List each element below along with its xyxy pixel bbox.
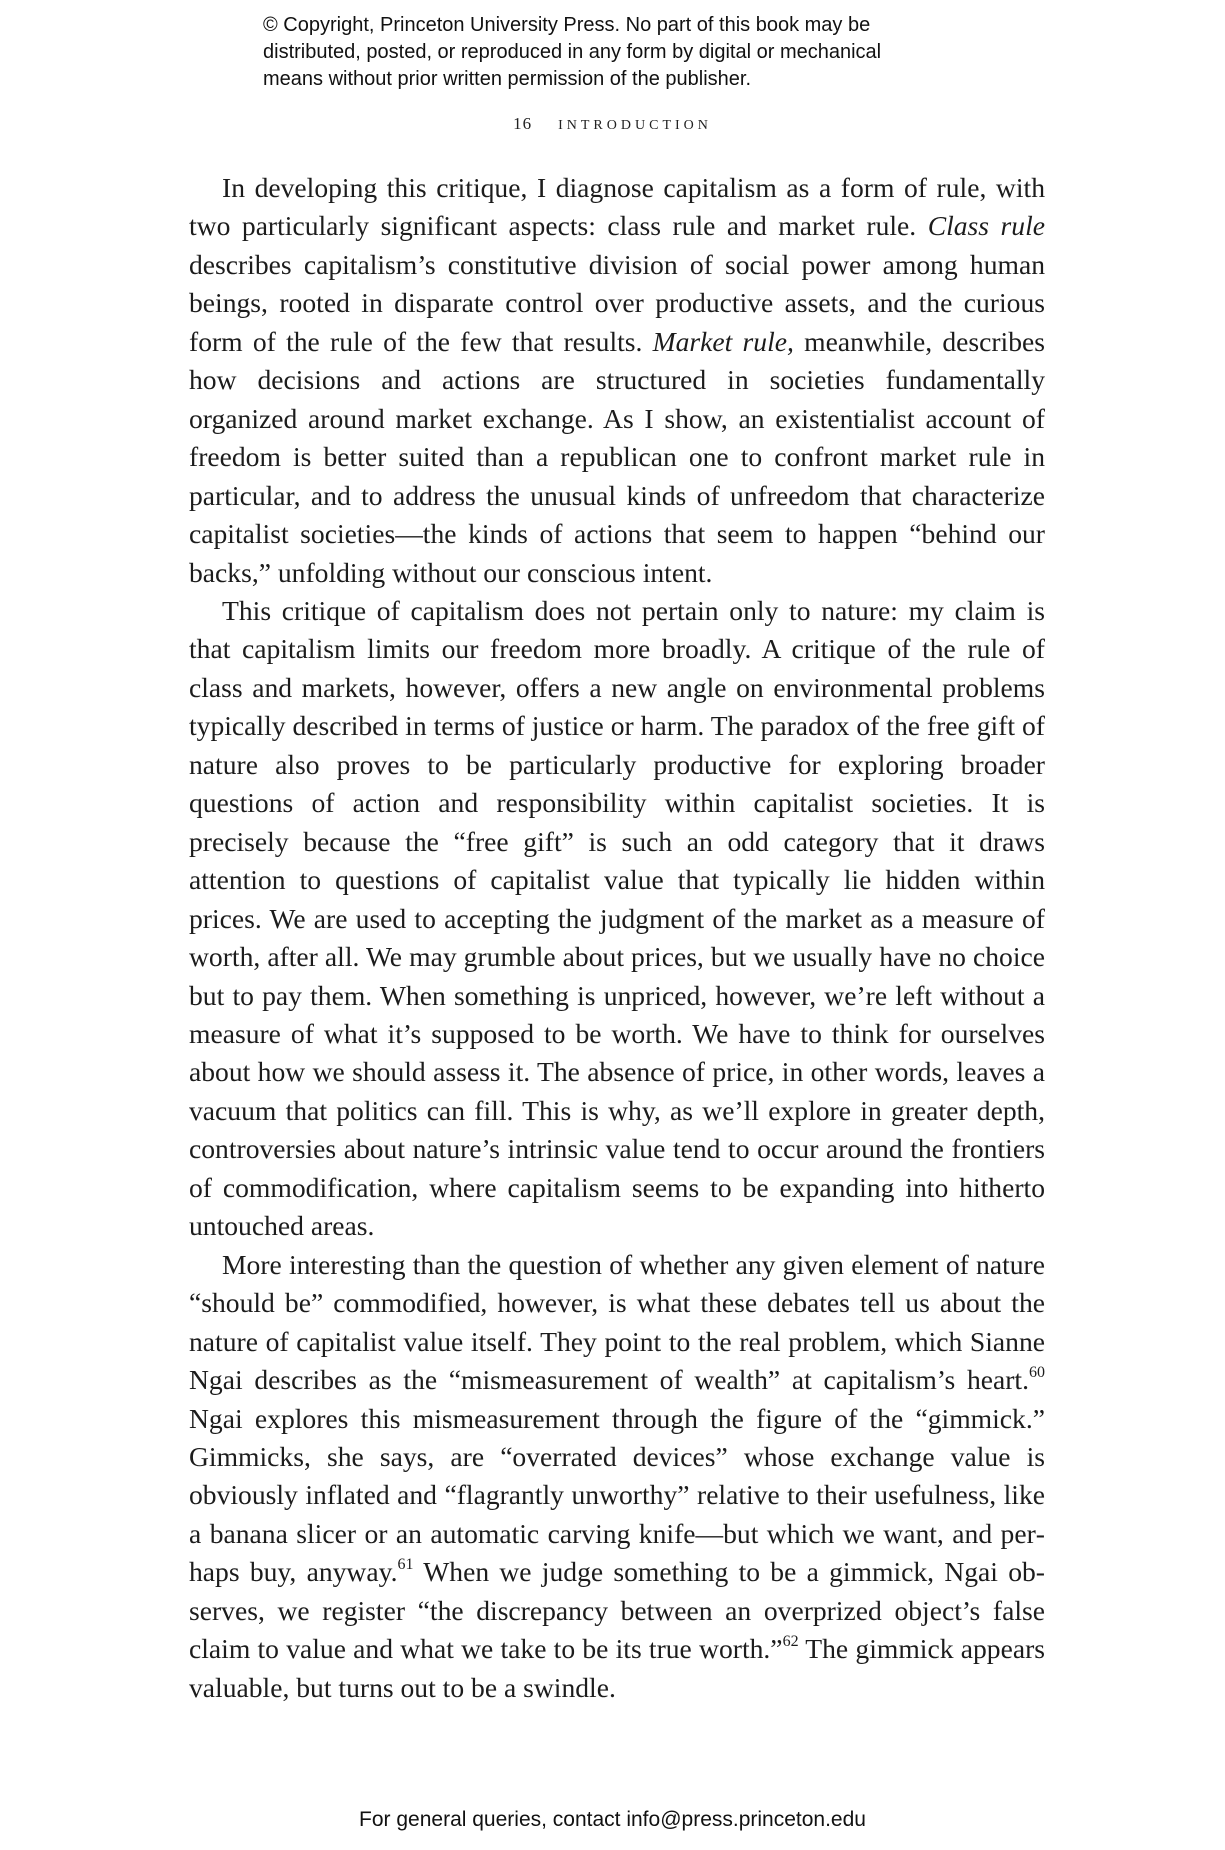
footer-contact: For general queries, contact info@press.princeton.edu — [359, 1808, 866, 1831]
paragraph-text: describes capitalism’s constitutive division of social power among human beings, rooted in disparate control over productive assets, and the curious form of the rule of the few that results. — [189, 248, 1045, 357]
running-head — [0, 112, 1225, 135]
copyright-line: © Copyright, Princeton University Press. No part of this book may be — [263, 14, 871, 36]
paragraph-3 — [189, 1246, 1045, 1707]
paragraph-1 — [189, 169, 1045, 592]
footnote-ref-60: 60 — [1029, 1364, 1045, 1382]
paragraph-text: When we judge something to be a gimmick, Ngai observes, we register “the discrepancy between an overprized object’s false claim to value and what we take to be its true worth.” — [189, 1556, 1045, 1665]
page-number: 16 — [513, 114, 533, 133]
emphasis-market-rule: Market rule, — [652, 325, 794, 357]
paragraph-2: This critique of capitalism does not pertain only to nature: my claim is that capitalism limits our freedom more broadly. A critique of the rule of class and markets, however, offers a new angle on environmental problems typically described in terms of justice or harm. The paradox of the free gift of nature also proves to be particularly productive for exploring broader questions of action and responsibility within capitalist societies. It is precisely because the “free gift” is such an odd category that it draws attention to questions of capitalist value that typically lie hidden within prices. We are used to accepting the judgment of the market as a measure of worth, after all. We may grumble about prices, but we usually have no choice but to pay them. When something is unpriced, however, we’re left without a measure of what it’s supposed to be worth. We have to think for ourselves about how we should assess it. The absence of price, in other words, leaves a vacuum that politics can fill. This is why, as we’ll explore in greater depth, controversies about nature’s intrinsic value tend to occur around the frontiers of commodification, where capitalism seems to be expanding into hitherto untouched areas. — [189, 594, 1045, 1242]
copyright-line: distributed, posted, or reproduced in any form by digital or mechanical — [263, 41, 882, 63]
paragraph-text: meanwhile, describes how decisions and actions are structured in societies fundamentally organized around market exchange. As I show, an existentialist account of freedom is better suited than a republican one to confront market rule in particular, and to address the unusual kinds of unfreedom that characterize capitalist societies—the kinds of actions that seem to happen “behind our backs,” unfolding without our conscious intent. — [189, 325, 1045, 588]
paragraph-text: In developing this critique, I diagnose capitalism as a form of rule, with two particularly significant aspects: class rule and market rule. — [189, 172, 1045, 242]
section-title: introduction — [558, 112, 712, 134]
paragraph-text: More interesting than the question of whether any given element of nature “should be” commodified, however, is what these debates tell us about the nature of capitalist value itself. They point to the real problem, which Sianne Ngai describes as the “mismeasurement of wealth” at capitalism’s heart. — [189, 1248, 1045, 1396]
paragraph-text: Ngai explores this mismeasurement through the figure of the “gimmick.” Gimmicks, she says, are “overrated devices” whose exchange value is obviously inflated and “flagrantly unworthy” relative to their usefulness, like a banana slicer or an automatic carving knife—but which we want, and perhaps buy, anyway. — [189, 1402, 1045, 1588]
footnote-ref-61: 61 — [397, 1556, 414, 1574]
body-text — [189, 169, 1045, 1707]
emphasis-class-rule: Class rule — [927, 210, 1045, 242]
copyright-notice — [263, 12, 1023, 93]
footnote-ref-62: 62 — [782, 1633, 799, 1651]
paragraph-text: The gimmick appears valuable, but turns out to be a swindle. — [189, 1633, 1045, 1703]
copyright-line: means without prior written permission of the publisher. — [263, 68, 752, 90]
